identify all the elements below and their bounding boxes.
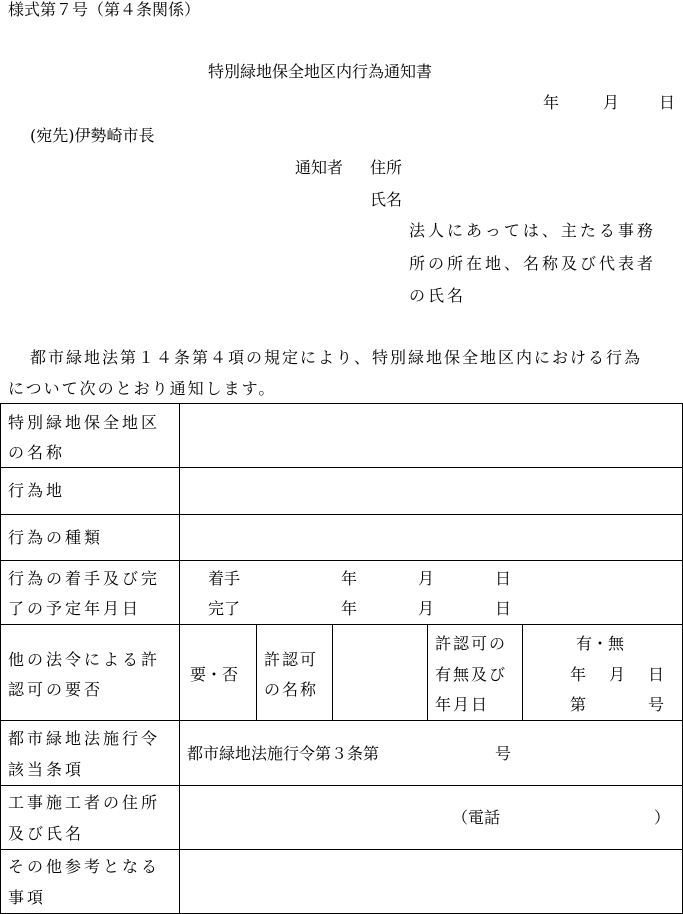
ordinance-clause-number-suffix: 号 bbox=[495, 744, 512, 763]
permit-number-suffix: 号 bbox=[648, 695, 665, 714]
label-permit-name-2: の名称 bbox=[264, 680, 319, 699]
label-schedule-1: 行為の着手及び完 bbox=[8, 569, 161, 588]
column-divider bbox=[522, 624, 523, 720]
start-label: 着手 bbox=[208, 569, 241, 588]
label-other-notes-2: 事項 bbox=[8, 888, 47, 907]
special-green-area-name-field[interactable] bbox=[180, 404, 682, 467]
permit-name-field[interactable] bbox=[333, 625, 427, 720]
label-other-notes-1: その他参考となる bbox=[8, 857, 161, 876]
row-divider bbox=[0, 785, 683, 786]
notification-form-table bbox=[0, 403, 683, 914]
notifier-label: 通知者 bbox=[295, 158, 344, 177]
label-contractor-1: 工事施工者の住所 bbox=[8, 793, 161, 812]
action-type-field[interactable] bbox=[180, 515, 682, 560]
start-month: 月 bbox=[418, 569, 435, 588]
end-year: 年 bbox=[341, 599, 358, 618]
label-other-permits-2: 認可の要否 bbox=[8, 680, 104, 699]
ordinance-clause-text: 都市緑地法施行令第３条第 bbox=[187, 744, 380, 763]
label-permit-status-2: 有無及び bbox=[435, 665, 508, 684]
label-schedule-2: 了の予定年月日 bbox=[8, 599, 142, 618]
permit-number-prefix: 第 bbox=[570, 695, 587, 714]
corp-note-line-3: の氏名 bbox=[409, 286, 467, 305]
label-other-permits-1: 他の法令による許 bbox=[8, 650, 161, 669]
label-permit-status-1: 許認可の bbox=[435, 634, 508, 653]
corp-note-line-1: 法人にあっては、主たる事務 bbox=[409, 221, 656, 240]
action-site-field[interactable] bbox=[180, 468, 682, 514]
start-year: 年 bbox=[341, 569, 358, 588]
phone-close: ） bbox=[654, 808, 671, 827]
form-number: 様式第７号（第４条関係） bbox=[8, 0, 201, 19]
label-contractor-2: 及び氏名 bbox=[8, 824, 85, 843]
other-notes-field[interactable] bbox=[180, 850, 682, 913]
date-month: 月 bbox=[603, 93, 620, 112]
body-text-line-1: 都市緑地法第１４条第４項の規定により、特別緑地保全地区内における行為 bbox=[30, 348, 643, 367]
label-ordinance-clause-2: 該当条項 bbox=[8, 760, 85, 779]
start-day: 日 bbox=[495, 569, 512, 588]
label-special-green-area: 特別緑地保全地区 bbox=[8, 413, 161, 432]
row-divider bbox=[0, 560, 683, 561]
permit-yes-no-options[interactable]: 有・無 bbox=[576, 634, 625, 653]
label-special-green-area-name: の名称 bbox=[8, 443, 66, 462]
body-text-line-2: について次のとおり通知します。 bbox=[8, 379, 277, 398]
permit-month: 月 bbox=[609, 665, 626, 684]
phone-open: （電話 bbox=[452, 808, 501, 827]
label-permit-name-1: 許認可 bbox=[264, 650, 319, 669]
row-divider bbox=[0, 720, 683, 721]
date-day: 日 bbox=[659, 93, 676, 112]
end-label: 完了 bbox=[208, 599, 241, 618]
end-day: 日 bbox=[495, 599, 512, 618]
column-divider bbox=[256, 624, 257, 720]
label-action-site: 行為地 bbox=[8, 481, 66, 500]
end-month: 月 bbox=[418, 599, 435, 618]
label-permit-status-3: 年月日 bbox=[435, 695, 490, 714]
date-year: 年 bbox=[543, 93, 560, 112]
notifier-address-label: 住所 bbox=[370, 158, 403, 177]
corp-note-line-2: 所の所在地、名称及び代表者 bbox=[409, 254, 657, 273]
document-title: 特別緑地保全地区内行為通知書 bbox=[208, 62, 433, 81]
notifier-name-label: 氏名 bbox=[370, 190, 403, 209]
addressee: (宛先)伊勢崎市長 bbox=[30, 126, 155, 145]
permit-need-options[interactable]: 要・否 bbox=[190, 665, 239, 684]
permit-day: 日 bbox=[648, 665, 665, 684]
label-action-type: 行為の種類 bbox=[8, 528, 104, 547]
label-ordinance-clause-1: 都市緑地法施行令 bbox=[8, 729, 161, 748]
permit-year: 年 bbox=[570, 665, 587, 684]
column-divider bbox=[427, 624, 428, 720]
